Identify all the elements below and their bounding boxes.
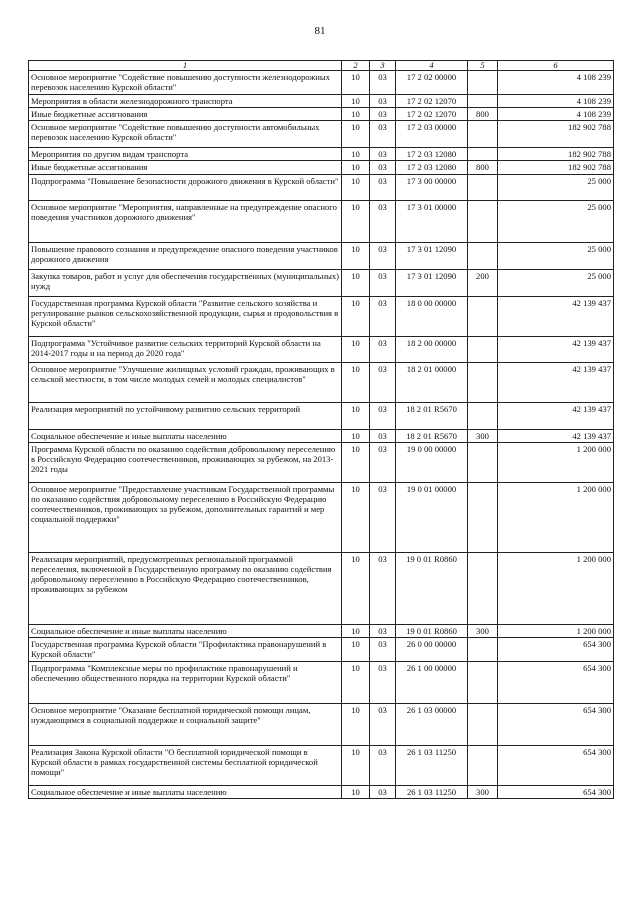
table-row xyxy=(29,442,614,482)
cell-expense-type xyxy=(468,336,498,362)
cell-section: 10 xyxy=(342,362,370,402)
cell-amount: 654 300 xyxy=(498,745,614,785)
cell-name: Основное мероприятие "Оказание бесплатной юридической помощи лицам, нуждающимся в социальной поддержке и социальной защите" xyxy=(29,703,342,745)
cell-amount: 42 139 437 xyxy=(498,402,614,429)
table-row xyxy=(29,745,614,785)
cell-name: Подпрограмма "Повышение безопасности дорожного движения в Курской области" xyxy=(29,174,342,200)
cell-amount: 42 139 437 xyxy=(498,429,614,442)
cell-name: Реализация мероприятий по устойчивому развитию сельских территорий xyxy=(29,402,342,429)
column-header: 4 xyxy=(396,61,468,71)
cell-subsection: 03 xyxy=(370,362,396,402)
cell-section: 10 xyxy=(342,200,370,242)
cell-amount: 42 139 437 xyxy=(498,296,614,336)
cell-amount: 654 300 xyxy=(498,703,614,745)
cell-amount: 654 300 xyxy=(498,637,614,661)
cell-section: 10 xyxy=(342,785,370,798)
cell-section: 10 xyxy=(342,148,370,161)
table-row xyxy=(29,71,614,95)
cell-amount: 182 902 788 xyxy=(498,148,614,161)
cell-target-article: 19 0 01 R0860 xyxy=(396,624,468,637)
cell-target-article: 19 0 01 00000 xyxy=(396,482,468,552)
cell-expense-type xyxy=(468,552,498,624)
cell-subsection: 03 xyxy=(370,242,396,269)
cell-expense-type xyxy=(468,200,498,242)
cell-target-article: 17 2 02 00000 xyxy=(396,71,468,95)
cell-amount: 1 200 000 xyxy=(498,482,614,552)
cell-name: Подпрограмма "Устойчивое развитие сельских территорий Курской области на 2014-2017 годы и на период до 2020 года" xyxy=(29,336,342,362)
cell-subsection: 03 xyxy=(370,108,396,121)
table-row xyxy=(29,108,614,121)
cell-section: 10 xyxy=(342,624,370,637)
table-row xyxy=(29,703,614,745)
cell-subsection: 03 xyxy=(370,269,396,296)
cell-subsection: 03 xyxy=(370,552,396,624)
cell-amount: 4 108 239 xyxy=(498,71,614,95)
cell-target-article: 26 1 00 00000 xyxy=(396,661,468,703)
cell-amount: 1 200 000 xyxy=(498,624,614,637)
cell-name: Реализация Закона Курской области "О бесплатной юридической помощи в Курской области в рамках государственной системы бесплатной юридической помощи" xyxy=(29,745,342,785)
budget-table xyxy=(28,60,614,799)
table-row xyxy=(29,148,614,161)
cell-name: Социальное обеспечение и иные выплаты населению xyxy=(29,429,342,442)
cell-section: 10 xyxy=(342,161,370,174)
cell-subsection: 03 xyxy=(370,624,396,637)
cell-subsection: 03 xyxy=(370,429,396,442)
cell-section: 10 xyxy=(342,95,370,108)
column-header: 5 xyxy=(468,61,498,71)
table-row xyxy=(29,200,614,242)
cell-expense-type xyxy=(468,71,498,95)
cell-target-article: 17 2 03 12080 xyxy=(396,161,468,174)
cell-section: 10 xyxy=(342,336,370,362)
cell-subsection: 03 xyxy=(370,637,396,661)
cell-subsection: 03 xyxy=(370,161,396,174)
cell-target-article: 17 2 03 12080 xyxy=(396,148,468,161)
cell-amount: 654 300 xyxy=(498,661,614,703)
cell-subsection: 03 xyxy=(370,296,396,336)
cell-amount: 182 902 788 xyxy=(498,121,614,148)
table-row xyxy=(29,552,614,624)
cell-section: 10 xyxy=(342,121,370,148)
table-row xyxy=(29,482,614,552)
cell-target-article: 18 2 01 R5670 xyxy=(396,429,468,442)
cell-name: Закупка товаров, работ и услуг для обеспечения государственных (муниципальных) нужд xyxy=(29,269,342,296)
cell-target-article: 18 2 01 R5670 xyxy=(396,402,468,429)
cell-subsection: 03 xyxy=(370,336,396,362)
cell-section: 10 xyxy=(342,174,370,200)
cell-target-article: 17 3 01 12090 xyxy=(396,269,468,296)
page-number: 81 xyxy=(314,25,326,37)
cell-name: Государственная программа Курской области "Профилактика правонарушений в Курской области" xyxy=(29,637,342,661)
cell-expense-type xyxy=(468,174,498,200)
cell-section: 10 xyxy=(342,442,370,482)
cell-expense-type xyxy=(468,745,498,785)
cell-name: Подпрограмма "Комплексные меры по профилактике правонарушений и обеспечению общественного порядка на территории Курской области" xyxy=(29,661,342,703)
cell-expense-type xyxy=(468,442,498,482)
table-row xyxy=(29,661,614,703)
cell-amount: 1 200 000 xyxy=(498,552,614,624)
cell-section: 10 xyxy=(342,402,370,429)
cell-name: Социальное обеспечение и иные выплаты населению xyxy=(29,624,342,637)
cell-name: Основное мероприятие "Предоставление участникам Государственной программы по оказанию содействия добровольному переселению в Российскую Федерацию соотечественников, проживающих за рубежом, дополнительных гарантий и мер социальной поддержки" xyxy=(29,482,342,552)
table-row xyxy=(29,242,614,269)
cell-expense-type xyxy=(468,703,498,745)
column-header: 2 xyxy=(342,61,370,71)
cell-name: Повышение правового сознания и предупреждение опасного поведения участников дорожного движения xyxy=(29,242,342,269)
cell-expense-type xyxy=(468,296,498,336)
header-row xyxy=(29,61,614,71)
cell-section: 10 xyxy=(342,269,370,296)
cell-name: Основное мероприятие "Содействие повышению доступности автомобильных перевозок населению Курской области" xyxy=(29,121,342,148)
cell-amount: 42 139 437 xyxy=(498,336,614,362)
cell-section: 10 xyxy=(342,703,370,745)
cell-amount: 25 000 xyxy=(498,174,614,200)
cell-target-article: 18 2 00 00000 xyxy=(396,336,468,362)
table-row xyxy=(29,95,614,108)
cell-section: 10 xyxy=(342,242,370,269)
cell-target-article: 26 1 03 11250 xyxy=(396,745,468,785)
cell-expense-type: 300 xyxy=(468,785,498,798)
cell-target-article: 17 2 02 12070 xyxy=(396,95,468,108)
cell-section: 10 xyxy=(342,71,370,95)
cell-name: Иные бюджетные ассигнования xyxy=(29,108,342,121)
cell-name: Программа Курской области по оказанию содействия добровольному переселению в Российскую Федерацию соотечественников, проживающих за рубежом, на 2013-2021 годы xyxy=(29,442,342,482)
cell-expense-type xyxy=(468,482,498,552)
cell-target-article: 17 2 03 00000 xyxy=(396,121,468,148)
cell-section: 10 xyxy=(342,429,370,442)
table-row xyxy=(29,402,614,429)
cell-target-article: 17 3 01 12090 xyxy=(396,242,468,269)
cell-target-article: 17 2 02 12070 xyxy=(396,108,468,121)
table-row xyxy=(29,362,614,402)
cell-target-article: 26 1 03 11250 xyxy=(396,785,468,798)
cell-amount: 4 108 239 xyxy=(498,108,614,121)
cell-subsection: 03 xyxy=(370,785,396,798)
table-row xyxy=(29,785,614,798)
cell-name: Иные бюджетные ассигнования xyxy=(29,161,342,174)
table-row xyxy=(29,296,614,336)
cell-target-article: 17 3 00 00000 xyxy=(396,174,468,200)
cell-expense-type xyxy=(468,242,498,269)
cell-expense-type: 800 xyxy=(468,108,498,121)
cell-amount: 182 902 788 xyxy=(498,161,614,174)
cell-name: Государственная программа Курской области "Развитие сельского хозяйства и регулирование рынков сельскохозяйственной продукции, сырья и продовольствия в Курской области" xyxy=(29,296,342,336)
cell-name: Реализация мероприятий, предусмотренных региональной программой переселения, включенной в Государственную программу по оказанию содействия добровольному переселению в Российскую Федерацию соотечественников, проживающих за рубежом xyxy=(29,552,342,624)
cell-target-article: 26 1 03 00000 xyxy=(396,703,468,745)
cell-amount: 654 300 xyxy=(498,785,614,798)
cell-target-article: 18 0 00 00000 xyxy=(396,296,468,336)
cell-expense-type xyxy=(468,362,498,402)
cell-amount: 42 139 437 xyxy=(498,362,614,402)
table-row xyxy=(29,161,614,174)
table-row xyxy=(29,429,614,442)
cell-target-article: 19 0 00 00000 xyxy=(396,442,468,482)
cell-name: Основное мероприятие "Мероприятия, направленные на предупреждение опасного поведения участников дорожного движения" xyxy=(29,200,342,242)
cell-amount: 1 200 000 xyxy=(498,442,614,482)
cell-amount: 25 000 xyxy=(498,242,614,269)
cell-subsection: 03 xyxy=(370,661,396,703)
cell-subsection: 03 xyxy=(370,200,396,242)
cell-subsection: 03 xyxy=(370,482,396,552)
table-row xyxy=(29,637,614,661)
cell-section: 10 xyxy=(342,637,370,661)
cell-section: 10 xyxy=(342,108,370,121)
cell-subsection: 03 xyxy=(370,745,396,785)
cell-amount: 25 000 xyxy=(498,200,614,242)
cell-section: 10 xyxy=(342,745,370,785)
table-row xyxy=(29,336,614,362)
cell-subsection: 03 xyxy=(370,703,396,745)
cell-subsection: 03 xyxy=(370,95,396,108)
cell-expense-type xyxy=(468,637,498,661)
cell-name: Социальное обеспечение и иные выплаты населению xyxy=(29,785,342,798)
cell-expense-type xyxy=(468,95,498,108)
cell-target-article: 18 2 01 00000 xyxy=(396,362,468,402)
cell-section: 10 xyxy=(342,661,370,703)
cell-expense-type: 300 xyxy=(468,429,498,442)
table-row xyxy=(29,174,614,200)
cell-expense-type: 800 xyxy=(468,161,498,174)
column-header: 6 xyxy=(498,61,614,71)
table-row xyxy=(29,269,614,296)
cell-name: Мероприятия в области железнодорожного транспорта xyxy=(29,95,342,108)
cell-subsection: 03 xyxy=(370,148,396,161)
cell-section: 10 xyxy=(342,296,370,336)
cell-target-article: 26 0 00 00000 xyxy=(396,637,468,661)
table-row xyxy=(29,121,614,148)
table-row xyxy=(29,624,614,637)
cell-subsection: 03 xyxy=(370,121,396,148)
cell-subsection: 03 xyxy=(370,174,396,200)
cell-name: Основное мероприятие "Содействие повышению доступности железнодорожных перевозок населению Курской области" xyxy=(29,71,342,95)
cell-section: 10 xyxy=(342,552,370,624)
cell-name: Мероприятия по другим видам транспорта xyxy=(29,148,342,161)
column-header: 3 xyxy=(370,61,396,71)
cell-expense-type xyxy=(468,402,498,429)
cell-expense-type: 300 xyxy=(468,624,498,637)
cell-subsection: 03 xyxy=(370,442,396,482)
cell-amount: 25 000 xyxy=(498,269,614,296)
cell-subsection: 03 xyxy=(370,71,396,95)
cell-section: 10 xyxy=(342,482,370,552)
cell-target-article: 19 0 01 R0860 xyxy=(396,552,468,624)
cell-expense-type xyxy=(468,121,498,148)
cell-name: Основное мероприятие "Улучшение жилищных условий граждан, проживающих в сельской местности, в том числе молодых семей и молодых специалистов" xyxy=(29,362,342,402)
cell-expense-type: 200 xyxy=(468,269,498,296)
cell-subsection: 03 xyxy=(370,402,396,429)
cell-target-article: 17 3 01 00000 xyxy=(396,200,468,242)
cell-expense-type xyxy=(468,661,498,703)
cell-amount: 4 108 239 xyxy=(498,95,614,108)
column-header: 1 xyxy=(29,61,342,71)
cell-expense-type xyxy=(468,148,498,161)
